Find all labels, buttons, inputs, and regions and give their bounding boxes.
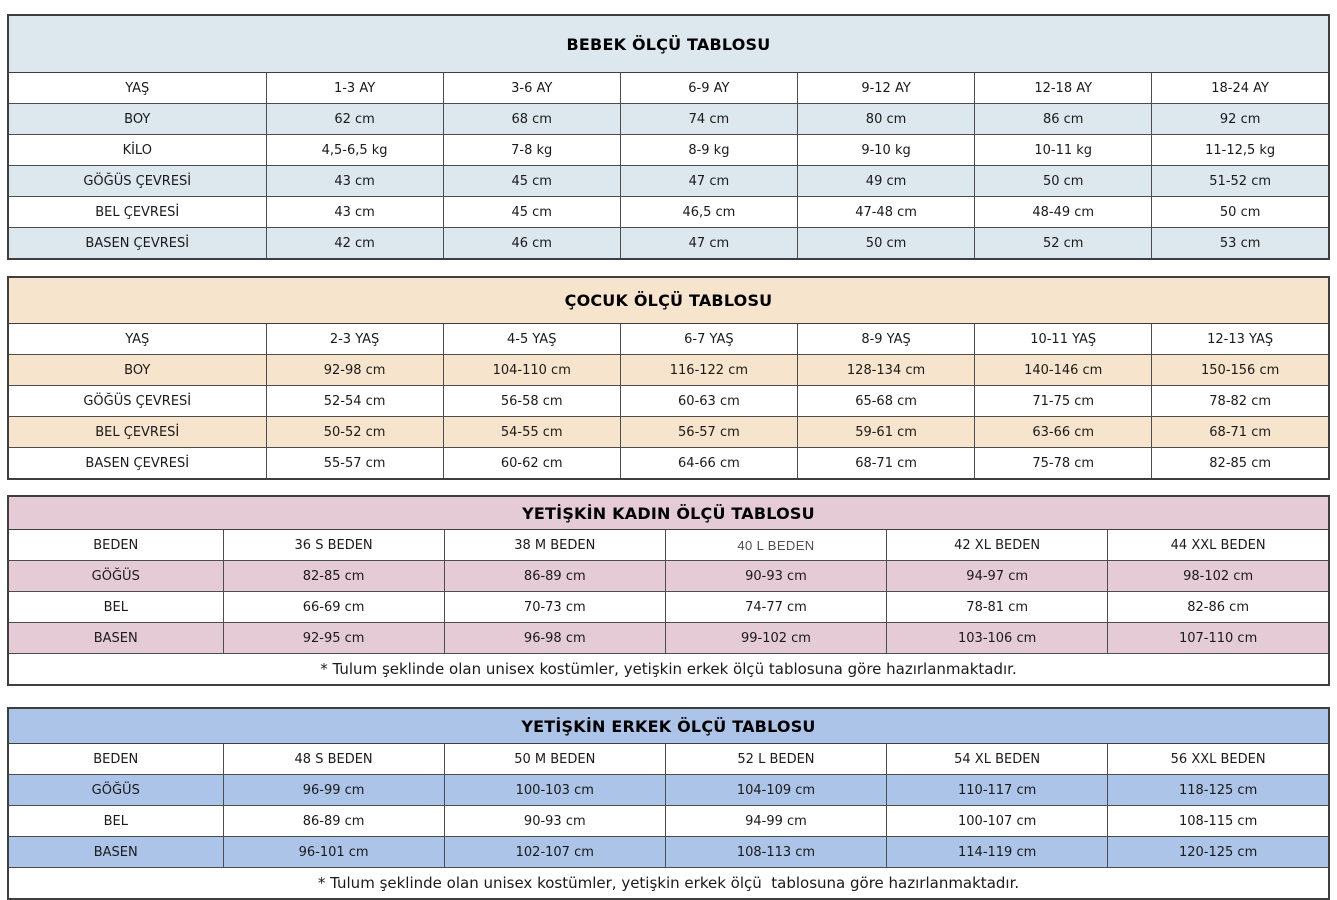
size-cell: 100-107 cm [887,806,1108,837]
size-cell: 92-98 cm [266,355,443,386]
table-row-bel-çevresi̇ [8,417,1329,448]
size-cell: 71-75 cm [975,386,1152,417]
table-row-ki̇lo [8,135,1329,166]
size-cell: 42 cm [266,228,443,260]
row-label: GÖĞÜS [8,561,223,592]
footnote-row [8,654,1329,686]
size-cell: 64-66 cm [620,448,797,480]
size-cell: 86-89 cm [444,561,665,592]
size-cell: 46,5 cm [620,197,797,228]
size-cell: 90-93 cm [665,561,886,592]
table-row-bel [8,592,1329,623]
size-cell: 104-109 cm [665,775,886,806]
size-cell: 150-156 cm [1152,355,1329,386]
size-cell: 56-57 cm [620,417,797,448]
size-cell: 53 cm [1152,228,1329,260]
size-cell: 8-9 YAŞ [797,324,974,355]
row-label: YAŞ [8,324,266,355]
footnote: * Tulum şeklinde olan unisex kostümler, yetişkin erkek ölçü tablosuna göre hazırlanmaktadır. [8,868,1329,900]
size-cell: 6-9 AY [620,73,797,104]
size-cell: 114-119 cm [887,837,1108,868]
size-cell: 11-12,5 kg [1152,135,1329,166]
size-cell: 9-10 kg [797,135,974,166]
size-cell: 10-11 kg [975,135,1152,166]
size-cell: 74-77 cm [665,592,886,623]
size-cell: 40 L BEDEN [665,530,886,561]
row-label: BOY [8,104,266,135]
row-label: GÖĞÜS ÇEVRESİ [8,166,266,197]
row-label: YAŞ [8,73,266,104]
size-cell: 80 cm [797,104,974,135]
row-label: BASEN ÇEVRESİ [8,448,266,480]
size-cell: 8-9 kg [620,135,797,166]
size-cell: 82-86 cm [1108,592,1329,623]
size-cell: 56-58 cm [443,386,620,417]
size-cell: 46 cm [443,228,620,260]
table-title: YETİŞKİN KADIN ÖLÇÜ TABLOSU [8,496,1329,530]
row-label: GÖĞÜS ÇEVRESİ [8,386,266,417]
size-cell: 50 cm [797,228,974,260]
size-table-erkek [7,707,1330,900]
size-cell: 45 cm [443,197,620,228]
table-title: BEBEK ÖLÇÜ TABLOSU [8,15,1329,73]
table-title-row [8,15,1329,73]
table-row-bel-çevresi̇ [8,197,1329,228]
table-row-göğüs-çevresi̇ [8,386,1329,417]
size-cell: 74 cm [620,104,797,135]
size-cell: 54-55 cm [443,417,620,448]
size-cell: 50 cm [975,166,1152,197]
table-row-boy [8,355,1329,386]
size-cell: 90-93 cm [444,806,665,837]
size-cell: 68 cm [443,104,620,135]
table-title-row [8,708,1329,744]
size-cell: 65-68 cm [797,386,974,417]
table-row-göğüs [8,561,1329,592]
size-cell: 96-99 cm [223,775,444,806]
size-cell: 52 cm [975,228,1152,260]
size-cell: 94-99 cm [665,806,886,837]
size-table-kadin [7,495,1330,686]
size-cell: 48-49 cm [975,197,1152,228]
size-cell: 43 cm [266,197,443,228]
footnote: * Tulum şeklinde olan unisex kostümler, yetişkin erkek ölçü tablosuna göre hazırlanmaktadır. [8,654,1329,686]
row-label: KİLO [8,135,266,166]
size-cell: 110-117 cm [887,775,1108,806]
size-cell: 118-125 cm [1108,775,1329,806]
size-cell: 128-134 cm [797,355,974,386]
size-cell: 36 S BEDEN [223,530,444,561]
table-row-beden [8,530,1329,561]
size-cell: 50 cm [1152,197,1329,228]
table-title-row [8,277,1329,324]
size-cell: 107-110 cm [1108,623,1329,654]
size-cell: 99-102 cm [665,623,886,654]
size-cell: 38 M BEDEN [444,530,665,561]
size-cell: 86 cm [975,104,1152,135]
size-cell: 12-18 AY [975,73,1152,104]
size-cell: 70-73 cm [444,592,665,623]
row-label: BEL [8,592,223,623]
footnote-row [8,868,1329,900]
size-cell: 9-12 AY [797,73,974,104]
size-cell: 43 cm [266,166,443,197]
row-label: BASEN [8,623,223,654]
size-cell: 52 L BEDEN [665,744,886,775]
size-cell: 78-81 cm [887,592,1108,623]
size-cell: 51-52 cm [1152,166,1329,197]
tables-container [7,14,1337,900]
size-cell: 44 XXL BEDEN [1108,530,1329,561]
size-cell: 68-71 cm [1152,417,1329,448]
size-cell: 86-89 cm [223,806,444,837]
size-cell: 92 cm [1152,104,1329,135]
size-cell: 82-85 cm [1152,448,1329,480]
table-row-basen [8,623,1329,654]
size-cell: 60-63 cm [620,386,797,417]
table-row-boy [8,104,1329,135]
size-cell: 98-102 cm [1108,561,1329,592]
size-cell: 103-106 cm [887,623,1108,654]
row-label: BASEN [8,837,223,868]
size-cell: 1-3 AY [266,73,443,104]
size-cell: 42 XL BEDEN [887,530,1108,561]
table-row-bel [8,806,1329,837]
size-cell: 116-122 cm [620,355,797,386]
size-cell: 102-107 cm [444,837,665,868]
size-cell: 108-113 cm [665,837,886,868]
size-cell: 82-85 cm [223,561,444,592]
size-cell: 45 cm [443,166,620,197]
size-cell: 96-101 cm [223,837,444,868]
size-cell: 54 XL BEDEN [887,744,1108,775]
size-cell: 78-82 cm [1152,386,1329,417]
size-cell: 50 M BEDEN [444,744,665,775]
row-label: BEL [8,806,223,837]
size-cell: 47 cm [620,166,797,197]
size-cell: 63-66 cm [975,417,1152,448]
size-cell: 108-115 cm [1108,806,1329,837]
row-label: BASEN ÇEVRESİ [8,228,266,260]
size-cell: 52-54 cm [266,386,443,417]
size-cell: 7-8 kg [443,135,620,166]
row-label: BEL ÇEVRESİ [8,417,266,448]
table-row-yaş [8,73,1329,104]
size-table-bebek [7,14,1330,260]
size-cell: 4-5 YAŞ [443,324,620,355]
table-title: ÇOCUK ÖLÇÜ TABLOSU [8,277,1329,324]
size-cell: 48 S BEDEN [223,744,444,775]
table-row-beden [8,744,1329,775]
size-cell: 100-103 cm [444,775,665,806]
size-cell: 18-24 AY [1152,73,1329,104]
size-cell: 49 cm [797,166,974,197]
size-cell: 92-95 cm [223,623,444,654]
size-cell: 68-71 cm [797,448,974,480]
table-title-row [8,496,1329,530]
size-cell: 50-52 cm [266,417,443,448]
size-cell: 6-7 YAŞ [620,324,797,355]
size-cell: 4,5-6,5 kg [266,135,443,166]
table-title: YETİŞKİN ERKEK ÖLÇÜ TABLOSU [8,708,1329,744]
size-cell: 104-110 cm [443,355,620,386]
size-cell: 140-146 cm [975,355,1152,386]
table-row-basen-çevresi̇ [8,448,1329,480]
table-row-basen [8,837,1329,868]
size-cell: 94-97 cm [887,561,1108,592]
size-cell: 96-98 cm [444,623,665,654]
table-row-göğüs [8,775,1329,806]
size-cell: 59-61 cm [797,417,974,448]
size-cell: 66-69 cm [223,592,444,623]
size-cell: 120-125 cm [1108,837,1329,868]
row-label: BOY [8,355,266,386]
size-cell: 47-48 cm [797,197,974,228]
size-cell: 60-62 cm [443,448,620,480]
size-cell: 56 XXL BEDEN [1108,744,1329,775]
size-cell: 62 cm [266,104,443,135]
row-label: BEDEN [8,744,223,775]
size-cell: 47 cm [620,228,797,260]
table-row-yaş [8,324,1329,355]
size-cell: 75-78 cm [975,448,1152,480]
size-table-cocuk [7,276,1330,480]
row-label: GÖĞÜS [8,775,223,806]
size-cell: 10-11 YAŞ [975,324,1152,355]
table-row-göğüs-çevresi̇ [8,166,1329,197]
size-cell: 55-57 cm [266,448,443,480]
size-cell: 12-13 YAŞ [1152,324,1329,355]
row-label: BEDEN [8,530,223,561]
table-row-basen-çevresi̇ [8,228,1329,260]
size-cell: 2-3 YAŞ [266,324,443,355]
size-cell: 3-6 AY [443,73,620,104]
row-label: BEL ÇEVRESİ [8,197,266,228]
